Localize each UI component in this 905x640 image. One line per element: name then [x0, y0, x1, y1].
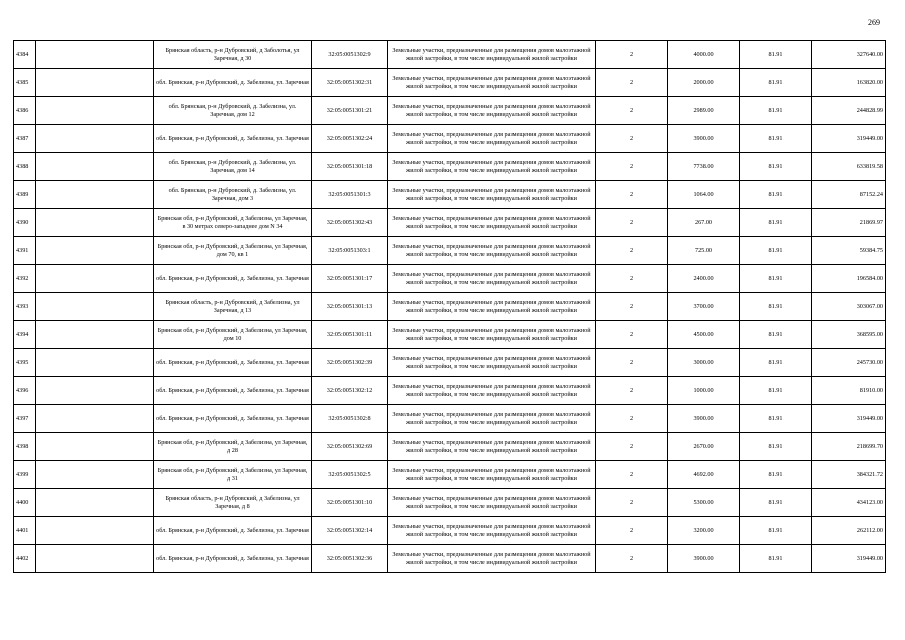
- cadastral-value-cell: 633819.58: [812, 153, 886, 181]
- category-cell: 2: [596, 433, 668, 461]
- permitted-use-cell: Земельные участки, предназначенные для размещения домов малоэтажной жилой застройки, в том числе индивидуальной жилой застройки: [388, 125, 596, 153]
- address-cell: обл. Брянская, р-н Дубровский, д. Забелизна, ул. Заречная: [154, 69, 312, 97]
- cadastral-number-cell: 32:05:0051302:43: [312, 209, 388, 237]
- cadastral-number-cell: 32:05:0051302:31: [312, 69, 388, 97]
- cadastral-number-cell: 32:05:0051301:11: [312, 321, 388, 349]
- table-row: [14, 517, 886, 545]
- category-cell: 2: [596, 97, 668, 125]
- record-number-cell: 4401: [14, 517, 36, 545]
- blank-cell: [36, 97, 154, 125]
- table-row: [14, 405, 886, 433]
- category-cell: 2: [596, 349, 668, 377]
- cadastral-number-cell: 32:05:0051301:3: [312, 181, 388, 209]
- blank-cell: [36, 461, 154, 489]
- address-cell: обл. Брянская, р-н Дубровский, д. Забелизна, ул. Заречная: [154, 265, 312, 293]
- permitted-use-cell: Земельные участки, предназначенные для размещения домов малоэтажной жилой застройки, в том числе индивидуальной жилой застройки: [388, 321, 596, 349]
- cadastral-value-cell: 21869.97: [812, 209, 886, 237]
- category-cell: 2: [596, 237, 668, 265]
- record-number-cell: 4396: [14, 377, 36, 405]
- area-cell: 2989.00: [668, 97, 740, 125]
- table-row: [14, 97, 886, 125]
- area-cell: 3200.00: [668, 517, 740, 545]
- record-number-cell: 4385: [14, 69, 36, 97]
- cadastral-number-cell: 32:05:0051301:18: [312, 153, 388, 181]
- permitted-use-cell: Земельные участки, предназначенные для размещения домов малоэтажной жилой застройки, в том числе индивидуальной жилой застройки: [388, 545, 596, 573]
- table-row: [14, 153, 886, 181]
- category-cell: 2: [596, 69, 668, 97]
- address-cell: Брянская обл, р-н Дубровский, д Забелизна, ул Заречная, д 31: [154, 461, 312, 489]
- category-cell: 2: [596, 461, 668, 489]
- record-number-cell: 4393: [14, 293, 36, 321]
- blank-cell: [36, 153, 154, 181]
- table-row: [14, 125, 886, 153]
- permitted-use-cell: Земельные участки, предназначенные для размещения домов малоэтажной жилой застройки, в том числе индивидуальной жилой застройки: [388, 153, 596, 181]
- permitted-use-cell: Земельные участки, предназначенные для размещения домов малоэтажной жилой застройки, в том числе индивидуальной жилой застройки: [388, 97, 596, 125]
- record-number-cell: 4387: [14, 125, 36, 153]
- area-cell: 3000.00: [668, 349, 740, 377]
- cadastral-value-cell: 81910.00: [812, 377, 886, 405]
- address-cell: обл. Брянская, р-н Дубровский, д. Забелизна, ул. Заречная, дом 12: [154, 97, 312, 125]
- cadastral-value-cell: 262112.00: [812, 517, 886, 545]
- address-cell: обл. Брянская, р-н Дубровский, д. Забелизна, ул. Заречная, дом 3: [154, 181, 312, 209]
- table-row: [14, 545, 886, 573]
- blank-cell: [36, 125, 154, 153]
- address-cell: Брянская область, р-н Дубровский, д Забелизна, ул Заречная, д 13: [154, 293, 312, 321]
- address-cell: обл. Брянская, р-н Дубровский, д. Забелизна, ул. Заречная: [154, 517, 312, 545]
- table-row: [14, 433, 886, 461]
- cadastral-value-cell: 368595.00: [812, 321, 886, 349]
- cadastral-value-cell: 384321.72: [812, 461, 886, 489]
- cadastral-value-cell: 319449.00: [812, 405, 886, 433]
- record-number-cell: 4395: [14, 349, 36, 377]
- cadastral-value-cell: 303067.00: [812, 293, 886, 321]
- address-cell: Брянская область, р-н Дубровский, д Заболотья, ул Заречная, д 30: [154, 41, 312, 69]
- cadastral-number-cell: 32:05:0051302:8: [312, 405, 388, 433]
- permitted-use-cell: Земельные участки, предназначенные для размещения домов малоэтажной жилой застройки, в том числе индивидуальной жилой застройки: [388, 181, 596, 209]
- cadastral-value-cell: 245730.00: [812, 349, 886, 377]
- record-number-cell: 4384: [14, 41, 36, 69]
- blank-cell: [36, 321, 154, 349]
- cadastral-number-cell: 32:05:0051302:24: [312, 125, 388, 153]
- record-number-cell: 4389: [14, 181, 36, 209]
- permitted-use-cell: Земельные участки, предназначенные для размещения домов малоэтажной жилой застройки, в том числе индивидуальной жилой застройки: [388, 405, 596, 433]
- rate-cell: 81.91: [740, 97, 812, 125]
- cadastral-value-cell: 87152.24: [812, 181, 886, 209]
- blank-cell: [36, 237, 154, 265]
- cadastral-value-cell: 59384.75: [812, 237, 886, 265]
- rate-cell: 81.91: [740, 153, 812, 181]
- category-cell: 2: [596, 405, 668, 433]
- cadastral-number-cell: 32:05:0051303:1: [312, 237, 388, 265]
- address-cell: обл. Брянская, р-н Дубровский, д. Забелизна, ул. Заречная: [154, 405, 312, 433]
- record-number-cell: 4388: [14, 153, 36, 181]
- blank-cell: [36, 209, 154, 237]
- category-cell: 2: [596, 377, 668, 405]
- cadastral-value-cell: 327640.00: [812, 41, 886, 69]
- cadastral-number-cell: 32:05:0051302:39: [312, 349, 388, 377]
- category-cell: 2: [596, 489, 668, 517]
- blank-cell: [36, 181, 154, 209]
- record-number-cell: 4398: [14, 433, 36, 461]
- record-number-cell: 4397: [14, 405, 36, 433]
- blank-cell: [36, 517, 154, 545]
- category-cell: 2: [596, 125, 668, 153]
- rate-cell: 81.91: [740, 41, 812, 69]
- cadastral-number-cell: 32:05:0051302:5: [312, 461, 388, 489]
- blank-cell: [36, 545, 154, 573]
- permitted-use-cell: Земельные участки, предназначенные для размещения домов малоэтажной жилой застройки, в том числе индивидуальной жилой застройки: [388, 293, 596, 321]
- blank-cell: [36, 265, 154, 293]
- blank-cell: [36, 489, 154, 517]
- address-cell: Брянская обл, р-н Дубровский, д Забелизна, ул Заречная, дом 70, кв 1: [154, 237, 312, 265]
- area-cell: 3900.00: [668, 545, 740, 573]
- rate-cell: 81.91: [740, 125, 812, 153]
- blank-cell: [36, 69, 154, 97]
- table-row: [14, 69, 886, 97]
- permitted-use-cell: Земельные участки, предназначенные для размещения домов малоэтажной жилой застройки, в том числе индивидуальной жилой застройки: [388, 517, 596, 545]
- record-number-cell: 4390: [14, 209, 36, 237]
- record-number-cell: 4402: [14, 545, 36, 573]
- rate-cell: 81.91: [740, 517, 812, 545]
- rate-cell: 81.91: [740, 489, 812, 517]
- table-row: [14, 489, 886, 517]
- category-cell: 2: [596, 153, 668, 181]
- blank-cell: [36, 405, 154, 433]
- area-cell: 4000.00: [668, 41, 740, 69]
- cadastral-number-cell: 32:05:0051302:9: [312, 41, 388, 69]
- rate-cell: 81.91: [740, 181, 812, 209]
- area-cell: 2400.00: [668, 265, 740, 293]
- permitted-use-cell: Земельные участки, предназначенные для размещения домов малоэтажной жилой застройки, в том числе индивидуальной жилой застройки: [388, 209, 596, 237]
- permitted-use-cell: Земельные участки, предназначенные для размещения домов малоэтажной жилой застройки, в том числе индивидуальной жилой застройки: [388, 41, 596, 69]
- table-row: [14, 237, 886, 265]
- category-cell: 2: [596, 545, 668, 573]
- blank-cell: [36, 377, 154, 405]
- category-cell: 2: [596, 293, 668, 321]
- address-cell: Брянская область, р-н Дубровский, д Забелизна, ул Заречная, д 8: [154, 489, 312, 517]
- category-cell: 2: [596, 209, 668, 237]
- land-registry-table: [13, 40, 886, 573]
- table-row: [14, 41, 886, 69]
- cadastral-number-cell: 32:05:0051301:17: [312, 265, 388, 293]
- record-number-cell: 4386: [14, 97, 36, 125]
- area-cell: 3900.00: [668, 405, 740, 433]
- rate-cell: 81.91: [740, 321, 812, 349]
- rate-cell: 81.91: [740, 545, 812, 573]
- category-cell: 2: [596, 41, 668, 69]
- area-cell: 725.00: [668, 237, 740, 265]
- area-cell: 1064.00: [668, 181, 740, 209]
- cadastral-value-cell: 319449.00: [812, 545, 886, 573]
- rate-cell: 81.91: [740, 237, 812, 265]
- cadastral-number-cell: 32:05:0051302:12: [312, 377, 388, 405]
- table-row: [14, 377, 886, 405]
- cadastral-number-cell: 32:05:0051302:14: [312, 517, 388, 545]
- table-row: [14, 181, 886, 209]
- rate-cell: 81.91: [740, 293, 812, 321]
- address-cell: обл. Брянская, р-н Дубровский, д. Забелизна, ул. Заречная: [154, 377, 312, 405]
- record-number-cell: 4399: [14, 461, 36, 489]
- table-row: [14, 209, 886, 237]
- address-cell: Брянская обл, р-н Дубровский, д Забелизна, ул Заречная, в 30 метрах северо-западнее дом N 34: [154, 209, 312, 237]
- area-cell: 2670.00: [668, 433, 740, 461]
- permitted-use-cell: Земельные участки, предназначенные для размещения домов малоэтажной жилой застройки, в том числе индивидуальной жилой застройки: [388, 461, 596, 489]
- rate-cell: 81.91: [740, 209, 812, 237]
- area-cell: 2000.00: [668, 69, 740, 97]
- category-cell: 2: [596, 181, 668, 209]
- address-cell: Брянская обл, р-н Дубровский, д Забелизна, ул Заречная, д 28: [154, 433, 312, 461]
- address-cell: обл. Брянская, р-н Дубровский, д. Забелизна, ул. Заречная: [154, 349, 312, 377]
- table-row: [14, 293, 886, 321]
- area-cell: 4692.00: [668, 461, 740, 489]
- blank-cell: [36, 349, 154, 377]
- address-cell: обл. Брянская, р-н Дубровский, д. Забелизна, ул. Заречная: [154, 545, 312, 573]
- table-row: [14, 265, 886, 293]
- area-cell: 3900.00: [668, 125, 740, 153]
- table-row: [14, 321, 886, 349]
- area-cell: 5300.00: [668, 489, 740, 517]
- rate-cell: 81.91: [740, 265, 812, 293]
- cadastral-number-cell: 32:05:0051301:21: [312, 97, 388, 125]
- cadastral-number-cell: 32:05:0051302:69: [312, 433, 388, 461]
- area-cell: 1000.00: [668, 377, 740, 405]
- table-body: [14, 41, 886, 573]
- rate-cell: 81.91: [740, 433, 812, 461]
- page-number: 269: [868, 18, 880, 27]
- cadastral-number-cell: 32:05:0051302:36: [312, 545, 388, 573]
- permitted-use-cell: Земельные участки, предназначенные для размещения домов малоэтажной жилой застройки, в том числе индивидуальной жилой застройки: [388, 265, 596, 293]
- blank-cell: [36, 41, 154, 69]
- rate-cell: 81.91: [740, 377, 812, 405]
- cadastral-value-cell: 434123.00: [812, 489, 886, 517]
- rate-cell: 81.91: [740, 461, 812, 489]
- area-cell: 7738.00: [668, 153, 740, 181]
- cadastral-number-cell: 32:05:0051301:10: [312, 489, 388, 517]
- cadastral-value-cell: 196584.00: [812, 265, 886, 293]
- record-number-cell: 4392: [14, 265, 36, 293]
- rate-cell: 81.91: [740, 69, 812, 97]
- area-cell: 4500.00: [668, 321, 740, 349]
- cadastral-number-cell: 32:05:0051301:13: [312, 293, 388, 321]
- permitted-use-cell: Земельные участки, предназначенные для размещения домов малоэтажной жилой застройки, в том числе индивидуальной жилой застройки: [388, 69, 596, 97]
- permitted-use-cell: Земельные участки, предназначенные для размещения домов малоэтажной жилой застройки, в том числе индивидуальной жилой застройки: [388, 349, 596, 377]
- rate-cell: 81.91: [740, 349, 812, 377]
- permitted-use-cell: Земельные участки, предназначенные для размещения домов малоэтажной жилой застройки, в том числе индивидуальной жилой застройки: [388, 433, 596, 461]
- category-cell: 2: [596, 517, 668, 545]
- cadastral-value-cell: 218699.70: [812, 433, 886, 461]
- cadastral-value-cell: 163820.00: [812, 69, 886, 97]
- rate-cell: 81.91: [740, 405, 812, 433]
- address-cell: обл. Брянская, р-н Дубровский, д. Забелизна, ул. Заречная, дом 14: [154, 153, 312, 181]
- permitted-use-cell: Земельные участки, предназначенные для размещения домов малоэтажной жилой застройки, в том числе индивидуальной жилой застройки: [388, 237, 596, 265]
- cadastral-value-cell: 319449.00: [812, 125, 886, 153]
- address-cell: обл. Брянская, р-н Дубровский, д. Забелизна, ул. Заречная: [154, 125, 312, 153]
- area-cell: 267.00: [668, 209, 740, 237]
- category-cell: 2: [596, 265, 668, 293]
- record-number-cell: 4400: [14, 489, 36, 517]
- record-number-cell: 4394: [14, 321, 36, 349]
- address-cell: Брянская обл, р-н Дубровский, д Забелизна, ул Заречная, дом 10: [154, 321, 312, 349]
- cadastral-value-cell: 244828.99: [812, 97, 886, 125]
- blank-cell: [36, 293, 154, 321]
- area-cell: 3700.00: [668, 293, 740, 321]
- permitted-use-cell: Земельные участки, предназначенные для размещения домов малоэтажной жилой застройки, в том числе индивидуальной жилой застройки: [388, 489, 596, 517]
- permitted-use-cell: Земельные участки, предназначенные для размещения домов малоэтажной жилой застройки, в том числе индивидуальной жилой застройки: [388, 377, 596, 405]
- blank-cell: [36, 433, 154, 461]
- table-row: [14, 461, 886, 489]
- record-number-cell: 4391: [14, 237, 36, 265]
- category-cell: 2: [596, 321, 668, 349]
- table-row: [14, 349, 886, 377]
